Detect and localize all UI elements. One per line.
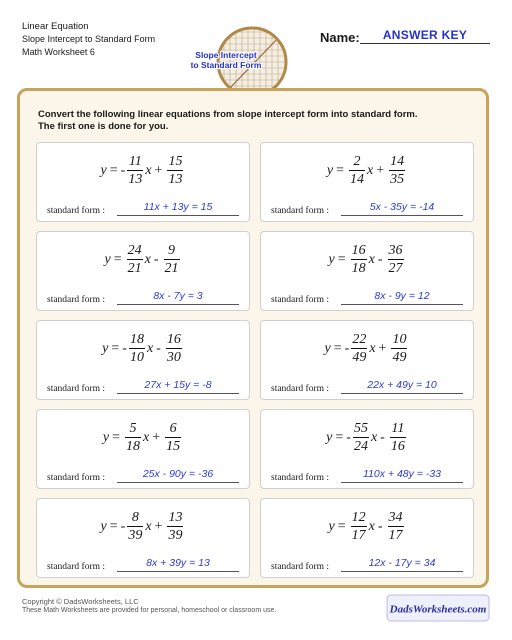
operator: + [378,341,387,356]
answer-underline [117,215,239,216]
intercept-numerator: 6 [169,421,177,436]
var-x: x [368,519,375,534]
problem-card [260,142,474,222]
standard-form-answer: 8x - 9y = 12 [374,290,430,302]
standard-form-label: standard form : [271,562,330,572]
equation [261,511,473,543]
intercept-denominator: 16 [390,439,405,454]
intercept-fraction [166,333,182,365]
standard-form-answer: 27x + 15y = -8 [144,379,212,391]
problem-card [36,231,250,311]
slope-numerator: 22 [352,332,367,347]
intercept-denominator: 30 [166,350,181,365]
answer-underline [117,304,239,305]
slope-numerator: 5 [129,421,137,436]
answer-underline [117,482,239,483]
equals-sign: = [336,163,344,178]
instructions-line1: Convert the following linear equations from slope intercept form into standard form. [38,109,418,120]
intercept-fraction [167,155,183,187]
problem-grid [36,142,476,584]
name-underline [360,43,490,44]
standard-form-answer: 110x + 48y = -33 [362,468,442,480]
var-x: x [370,430,378,445]
slope-fraction [351,244,367,276]
intercept-numerator: 16 [166,332,181,347]
usage-note: These Math Worksheets are provided for personal, homeschool or classroom use. [22,607,277,614]
var-y: y [100,519,107,534]
intercept-numerator: 36 [388,243,403,258]
intercept-denominator: 15 [166,439,181,454]
answer-underline [117,571,239,572]
standard-form-label: standard form : [271,295,330,305]
intercept-denominator: 35 [390,172,405,187]
operator: + [154,519,163,534]
coef-sign: - [122,341,127,356]
slope-numerator: 8 [131,510,139,525]
problem-card [260,409,474,489]
slope-denominator: 18 [351,261,366,276]
slope-fraction [125,422,141,454]
operator: + [376,163,385,178]
slope-denominator: 18 [126,439,140,454]
intercept-fraction [167,511,183,543]
problem-card [36,498,250,578]
answer-underline [341,304,463,305]
standard-form-label: standard form : [47,473,106,483]
instructions [38,109,478,133]
slope-numerator: 24 [127,243,142,258]
logo-text: DadsWorksheets.com [389,603,487,616]
intercept-numerator: 14 [390,154,405,169]
slope-fraction [127,511,143,543]
intercept-denominator: 21 [164,261,179,276]
var-y: y [104,252,111,267]
badge-line2: to Standard Form [190,60,262,70]
slope-numerator: 16 [351,243,366,258]
standard-form-answer: 22x + 49y = 10 [367,379,437,391]
coef-sign: - [346,430,351,445]
var-x: x [146,341,154,356]
slope-fraction [349,155,365,187]
slope-fraction [353,422,369,454]
equals-sign: = [337,252,346,267]
standard-form-answer: 5x - 35y = -14 [369,201,435,213]
standard-form-label: standard form : [271,206,330,216]
equation [261,244,473,276]
answer-underline [117,393,239,394]
worksheet-title: Linear Equation [22,21,89,32]
intercept-denominator: 39 [168,528,183,543]
var-x: x [145,519,152,534]
slope-denominator: 24 [353,439,368,454]
name-label: Name: [320,30,360,45]
worksheet-header [22,20,155,59]
worksheet-number: Math Worksheet 6 [22,47,95,57]
intercept-fraction [164,244,180,276]
badge-line1: Slope Intercept [195,50,257,60]
instructions-line2: The first one is done for you. [38,121,169,132]
intercept-fraction [165,422,181,454]
problem-card [260,231,474,311]
var-x: x [145,163,152,178]
intercept-numerator: 15 [168,154,183,169]
var-y: y [324,341,331,356]
var-x: x [143,430,150,445]
operator: + [154,163,163,178]
intercept-numerator: 11 [391,421,405,436]
name-field [320,28,490,48]
equals-sign: = [333,341,342,356]
standard-form-answer: 8x + 39y = 13 [146,557,210,569]
intercept-numerator: 34 [388,510,403,525]
equals-sign: = [112,430,120,445]
slope-fraction [351,511,367,543]
standard-form-answer: 12x - 17y = 34 [368,557,436,569]
slope-denominator: 14 [350,172,364,187]
problem-card [36,409,250,489]
var-y: y [326,163,334,178]
equation [37,333,249,365]
standard-form-label: standard form : [271,473,330,483]
operator: + [152,430,161,445]
worksheet-subtitle: Slope Intercept to Standard Form [22,34,156,44]
equals-sign: = [109,163,118,178]
var-x: x [368,252,375,267]
equals-sign: = [113,252,122,267]
var-y: y [328,519,335,534]
answer-underline [341,215,463,216]
equals-sign: = [109,519,118,534]
intercept-denominator: 27 [388,261,403,276]
equation [37,422,249,454]
intercept-fraction [390,422,406,454]
slope-denominator: 49 [352,350,367,365]
coef-sign: - [120,163,126,178]
answer-key-label: ANSWER KEY [382,28,468,42]
standard-form-label: standard form : [47,295,106,305]
slope-numerator: 55 [353,421,368,436]
equation [37,244,249,276]
operator: - [377,252,383,267]
var-x: x [144,252,151,267]
slope-denominator: 10 [129,350,144,365]
equation [261,155,473,187]
slope-numerator: 2 [353,154,361,169]
equals-sign: = [335,430,344,445]
intercept-numerator: 9 [168,243,175,258]
intercept-numerator: 13 [168,510,183,525]
var-y: y [328,252,335,267]
var-x: x [367,163,374,178]
problem-card [260,498,474,578]
var-y: y [100,163,107,178]
problem-card [36,320,250,400]
slope-numerator: 12 [351,510,366,525]
coef-sign: - [120,519,126,534]
slope-denominator: 13 [128,172,143,187]
slope-numerator: 11 [128,154,142,169]
equation [37,155,249,187]
slope-fraction [129,333,145,365]
coef-sign: - [344,341,350,356]
answer-underline [341,482,463,483]
dadsworksheets-logo-icon [386,594,490,622]
slope-fraction [351,333,367,365]
equation [261,422,473,454]
intercept-fraction [388,511,404,543]
intercept-fraction [389,155,405,187]
copyright: Copyright © DadsWorksheets, LLC [22,597,139,606]
var-y: y [326,430,333,445]
var-x: x [369,341,376,356]
intercept-denominator: 13 [168,172,183,187]
operator: - [156,341,161,356]
standard-form-answer: 11x + 13y = 15 [143,201,213,213]
slope-numerator: 18 [129,332,144,347]
slope-denominator: 21 [127,261,142,276]
standard-form-label: standard form : [47,206,106,216]
equals-sign: = [337,519,346,534]
intercept-denominator: 49 [392,350,407,365]
equation [37,511,249,543]
intercept-numerator: 10 [392,332,407,347]
slope-fraction [127,244,143,276]
slope-denominator: 17 [351,528,366,543]
problem-card [260,320,474,400]
equation [261,333,473,365]
operator: - [377,519,383,534]
operator: - [380,430,385,445]
intercept-denominator: 17 [388,528,403,543]
var-y: y [102,341,109,356]
standard-form-answer: 8x - 7y = 3 [153,290,203,302]
intercept-fraction [388,244,404,276]
answer-underline [341,571,463,572]
equals-sign: = [111,341,120,356]
slope-denominator: 39 [128,528,143,543]
standard-form-label: standard form : [47,562,106,572]
var-y: y [102,430,110,445]
standard-form-answer: 25x - 90y = -36 [142,468,214,480]
footer [22,597,276,615]
standard-form-label: standard form : [271,384,330,394]
operator: - [153,252,159,267]
standard-form-label: standard form : [47,384,106,394]
answer-underline [341,393,463,394]
slope-fraction [127,155,143,187]
problem-card [36,142,250,222]
intercept-fraction [391,333,407,365]
